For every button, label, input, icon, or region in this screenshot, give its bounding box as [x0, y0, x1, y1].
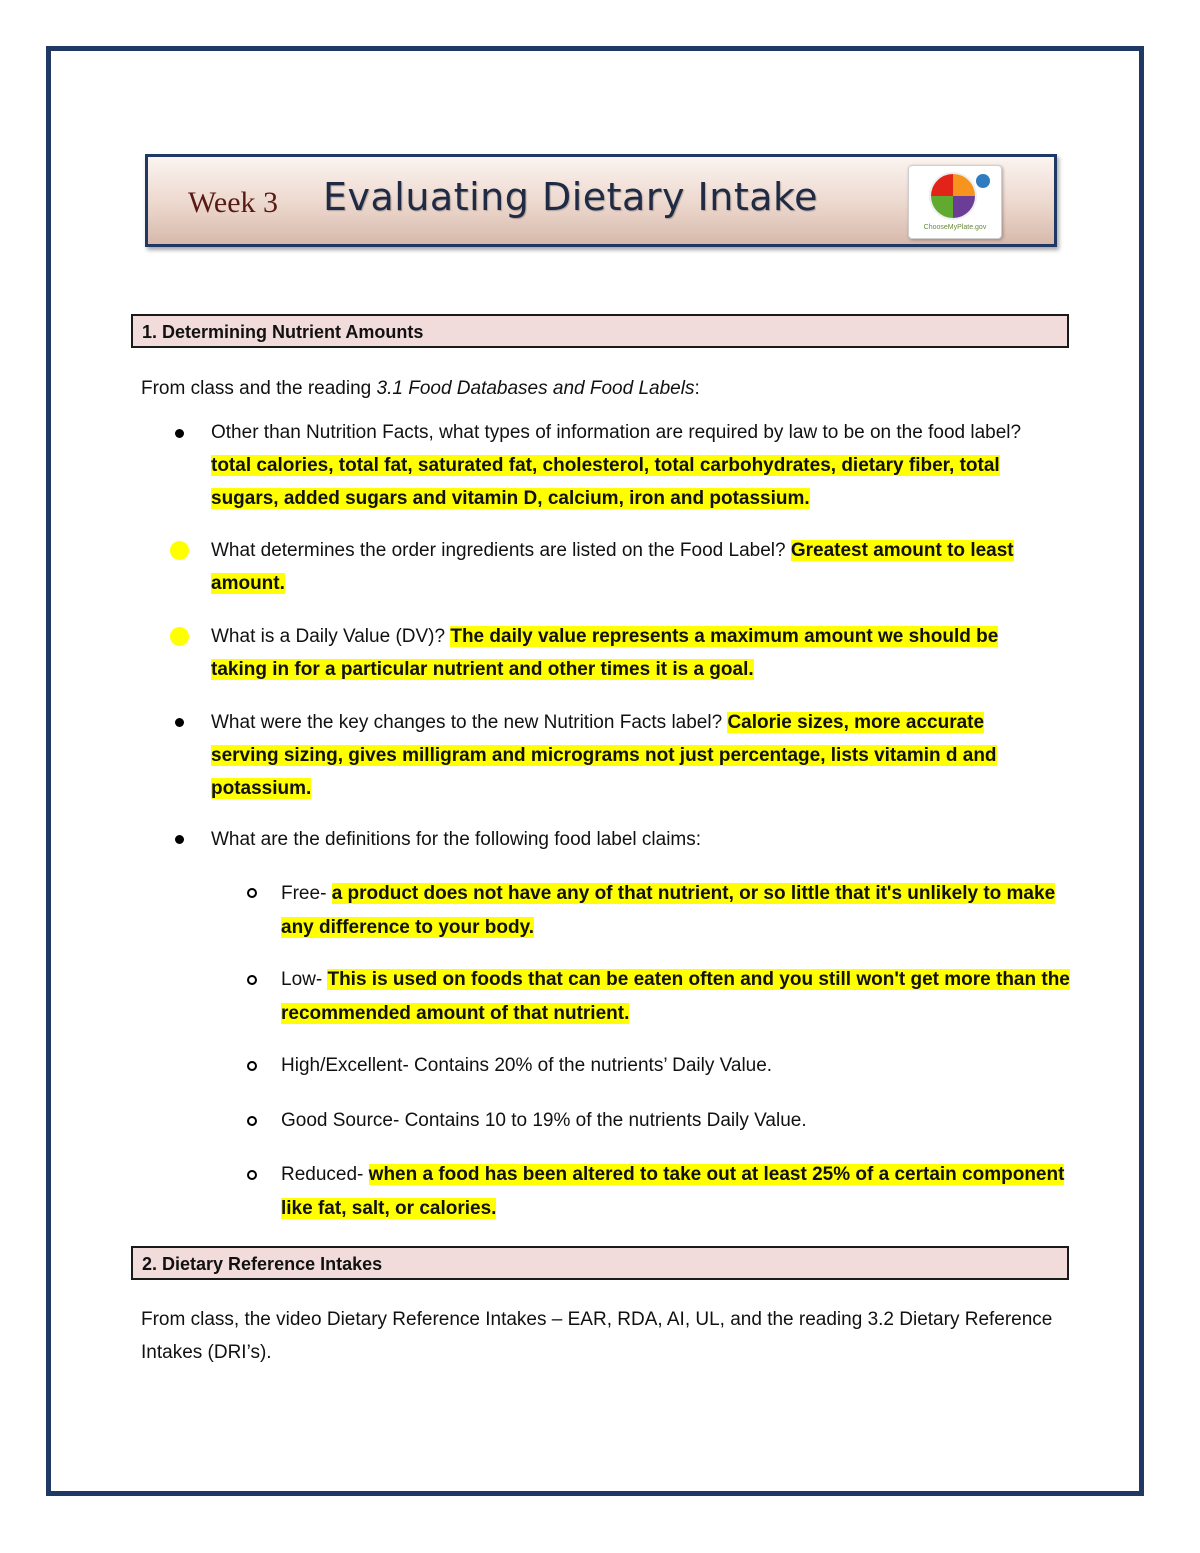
claim-low-definition: This is used on foods that can be eaten often and you still won't get more than the recommended amount of that nutrient.	[281, 969, 1070, 1024]
question-label-claims: What are the definitions for the following food label claims:	[211, 829, 702, 850]
sub-bullet-icon	[247, 975, 257, 985]
bullet-icon	[175, 546, 184, 555]
claim-free-definition: a product does not have any of that nutrient, or so little that it's unlikely to make any difference to your body.	[281, 883, 1056, 938]
section-1-intro: From class and the reading 3.1 Food Databases and Food Labels:	[141, 378, 700, 399]
answer-label-changes: Calorie sizes, more accurate serving sizing, gives milligram and micrograms not just percentage, lists vitamin d and potassium.	[211, 712, 997, 799]
sub-bullet-icon	[247, 1116, 257, 1126]
claim-reduced: Reduced- when a food has been altered to take out at least 25% of a certain component like fat, salt, or calories.	[281, 1164, 1065, 1219]
question-ingredient-order: What determines the order ingredients are listed on the Food Label? Greatest amount to least amount.	[211, 540, 1014, 594]
section-1-header: 1. Determining Nutrient Amounts	[131, 314, 1069, 348]
banner-week: Week 3	[188, 186, 279, 219]
title-banner	[145, 154, 1057, 247]
answer-daily-value: The daily value represents a maximum amount we should be taking in for a particular nutrient and other times it is a goal.	[211, 626, 999, 680]
question-daily-value: What is a Daily Value (DV)? The daily value represents a maximum amount we should be taking in for a particular nutrient and other times it is a goal.	[211, 626, 999, 680]
bullet-icon	[175, 632, 184, 641]
claim-reduced-definition: when a food has been altered to take out at least 25% of a certain component like fat, salt, or calories.	[281, 1164, 1065, 1219]
bullet-icon	[175, 718, 184, 727]
myplate-logo-icon	[908, 165, 1002, 239]
bullet-icon	[175, 429, 184, 438]
sub-bullet-icon	[247, 1061, 257, 1071]
answer-ingredient-order: Greatest amount to least amount.	[211, 540, 1014, 594]
bullet-icon	[175, 835, 184, 844]
section-2-header: 2. Dietary Reference Intakes	[131, 1246, 1069, 1280]
sub-bullet-icon	[247, 888, 257, 898]
claim-good-source: Good Source- Contains 10 to 19% of the nutrients Daily Value.	[281, 1110, 807, 1131]
answer-required-info: total calories, total fat, saturated fat, cholesterol, total carbohydrates, dietary fiber, total sugars, added sugars and vitamin D, calcium, iron and potassium.	[211, 455, 1000, 509]
page-title: Evaluating Dietary Intake	[323, 175, 819, 219]
question-label-changes: What were the key changes to the new Nutrition Facts label? Calorie sizes, more accurate serving sizing, gives milligram and micrograms not just percentage, lists vitamin d and potassium.	[211, 712, 997, 799]
claim-free: Free- a product does not have any of that nutrient, or so little that it's unlikely to make any difference to your body.	[281, 883, 1056, 938]
claim-high-excellent: High/Excellent- Contains 20% of the nutrients’ Daily Value.	[281, 1055, 773, 1076]
sub-bullet-icon	[247, 1170, 257, 1180]
logo-text: ChooseMyPlate.gov	[923, 224, 987, 231]
claim-low: Low- This is used on foods that can be eaten often and you still won't get more than the recommended amount of that nutrient.	[281, 969, 1070, 1024]
question-required-info: Other than Nutrition Facts, what types of information are required by law to be on the food label? total calories, total fat, saturated fat, cholesterol, total carbohydrates, dietary fiber, total sugars, added sugars and vitamin D, calcium, iron and potassium.	[211, 422, 1022, 509]
section-2-intro: From class, the video Dietary Reference Intakes – EAR, RDA, AI, UL, and the reading 3.2 Dietary Reference Intakes (DRI’s).	[141, 1309, 1053, 1363]
